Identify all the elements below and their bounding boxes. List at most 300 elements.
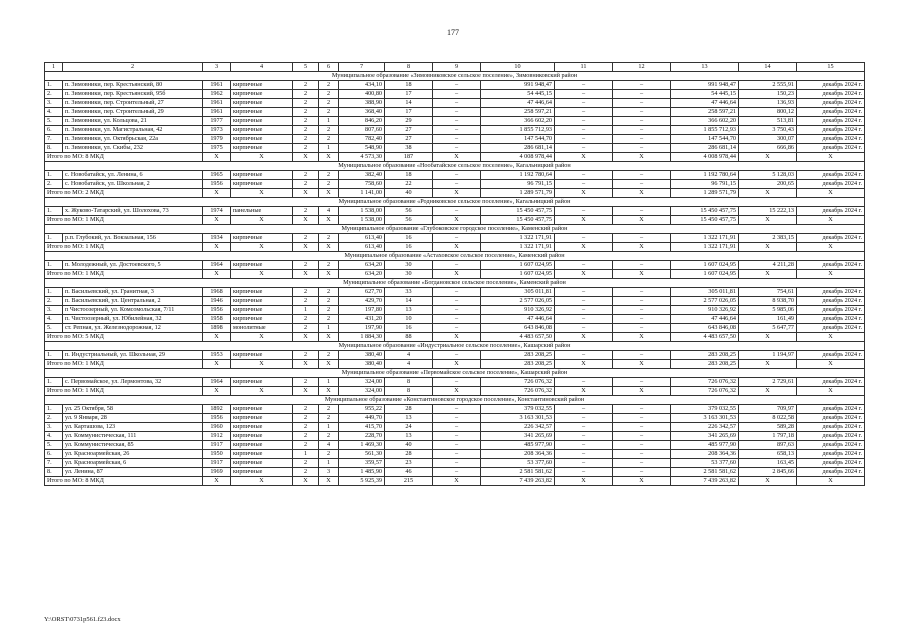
table-cell: 1964 (203, 261, 231, 270)
total-row (45, 153, 865, 162)
section-title-row (45, 342, 865, 351)
table-cell: декабрь 2024 г. (797, 351, 865, 360)
total-cell: 4 (385, 360, 433, 369)
table-cell: 1961 (203, 99, 231, 108)
total-cell: X (231, 477, 293, 486)
table-cell: – (555, 288, 613, 297)
table-cell: декабрь 2024 г. (797, 171, 865, 180)
table-cell: 28 (385, 405, 433, 414)
total-cell: X (555, 216, 613, 225)
table-cell: кирпичные (231, 441, 293, 450)
table-cell: декабрь 2024 г. (797, 315, 865, 324)
total-cell: 215 (385, 477, 433, 486)
table-cell: 2 (293, 315, 319, 324)
table-cell: с. Новобатайск, ул. Ленина, 6 (63, 171, 203, 180)
table-cell: с. Новобатайск, ул. Школьная, 2 (63, 180, 203, 189)
table-cell: 561,30 (339, 450, 385, 459)
table-cell: 3. (45, 306, 63, 315)
total-cell: X (613, 360, 671, 369)
table-cell: ул. Ленина, 87 (63, 468, 203, 477)
total-cell: X (613, 216, 671, 225)
table-cell: 991 948,47 (671, 81, 739, 90)
table-cell: 709,97 (739, 405, 797, 414)
table-cell: 2 (293, 297, 319, 306)
table-cell: 1 192 780,64 (481, 171, 555, 180)
total-cell: X (433, 270, 481, 279)
table-cell: 7. (45, 459, 63, 468)
table-cell: 27 (385, 135, 433, 144)
table-cell: 2 (319, 171, 339, 180)
table-cell: 1 322 171,91 (481, 234, 555, 243)
table-cell: – (555, 90, 613, 99)
total-cell: X (555, 387, 613, 396)
total-cell: X (613, 270, 671, 279)
table-cell: 910 326,92 (481, 306, 555, 315)
table-cell: 429,70 (339, 297, 385, 306)
table-cell: 8 938,70 (739, 297, 797, 306)
total-cell: X (433, 333, 481, 342)
table-cell: – (555, 99, 613, 108)
table-cell: 658,13 (739, 450, 797, 459)
total-cell: X (203, 153, 231, 162)
table-row (45, 450, 865, 459)
table-cell: 643 846,08 (671, 324, 739, 333)
table-cell: 380,40 (339, 351, 385, 360)
table-cell: – (613, 468, 671, 477)
table-cell: п. Чистоозерный, ул. Юбилейная, 32 (63, 315, 203, 324)
total-cell: X (433, 477, 481, 486)
total-cell: X (555, 189, 613, 198)
table-cell: 782,40 (339, 135, 385, 144)
table-cell: 18 (385, 81, 433, 90)
total-cell: X (797, 243, 865, 252)
total-label: Итого по МО: 1 МКД (45, 387, 203, 396)
table-cell: кирпичные (231, 306, 293, 315)
table-cell: – (555, 126, 613, 135)
table-cell: кирпичные (231, 405, 293, 414)
table-cell: 1953 (203, 351, 231, 360)
total-cell: X (739, 387, 797, 396)
total-cell: X (319, 189, 339, 198)
table-cell: 226 342,57 (671, 423, 739, 432)
table-cell: 379 032,55 (671, 405, 739, 414)
table-cell: 2 (319, 450, 339, 459)
table-cell: 1 322 171,91 (671, 234, 739, 243)
table-cell: кирпичные (231, 135, 293, 144)
table-row (45, 414, 865, 423)
table-cell: – (555, 207, 613, 216)
header-cell: 12 (613, 63, 671, 72)
table-cell: 807,60 (339, 126, 385, 135)
total-cell: X (293, 270, 319, 279)
table-cell: 2 (319, 261, 339, 270)
table-cell: 388,90 (339, 99, 385, 108)
table-cell: – (433, 315, 481, 324)
table-cell: 2 581 581,62 (671, 468, 739, 477)
table-cell: 2 (293, 99, 319, 108)
table-cell: с. Первомайское, ул. Лермонтова, 32 (63, 378, 203, 387)
total-cell: 380,40 (339, 360, 385, 369)
table-row (45, 378, 865, 387)
total-label: Итого по МО: 1 МКД (45, 243, 203, 252)
table-cell: кирпичные (231, 99, 293, 108)
table-cell: – (613, 306, 671, 315)
header-cell: 1 (45, 63, 63, 72)
table-cell: 147 544,70 (481, 135, 555, 144)
total-cell: X (293, 216, 319, 225)
header-cell: 15 (797, 63, 865, 72)
table-cell: декабрь 2024 г. (797, 81, 865, 90)
table-cell: 2 (293, 423, 319, 432)
table-cell: 28 (385, 450, 433, 459)
total-cell: X (231, 216, 293, 225)
table-cell: 13 (385, 432, 433, 441)
table-cell: кирпичные (231, 81, 293, 90)
table-cell: – (613, 126, 671, 135)
table-cell: р.п. Глубокий, ул. Вокзальная, 156 (63, 234, 203, 243)
table-cell: 16 (385, 234, 433, 243)
table-cell: – (555, 81, 613, 90)
table-cell: 1 (293, 306, 319, 315)
table-cell: 1 607 024,95 (481, 261, 555, 270)
table-cell: 6. (45, 450, 63, 459)
table-cell: – (613, 261, 671, 270)
total-cell: 15 450 457,75 (481, 216, 555, 225)
table-cell: ул. Карташова, 123 (63, 423, 203, 432)
table-cell: кирпичные (231, 180, 293, 189)
table-cell: 2 (319, 351, 339, 360)
table-cell: 22 (385, 180, 433, 189)
table-cell: 634,20 (339, 261, 385, 270)
table-cell: – (613, 180, 671, 189)
total-cell: 1 607 024,95 (481, 270, 555, 279)
total-cell: X (613, 387, 671, 396)
total-cell: 634,20 (339, 270, 385, 279)
table-cell: 2 (293, 180, 319, 189)
table-cell: 17 (385, 90, 433, 99)
total-label: Итого по МО: 1 МКД (45, 360, 203, 369)
total-cell: 283 208,25 (671, 360, 739, 369)
table-cell: 1969 (203, 468, 231, 477)
table-cell: 1960 (203, 423, 231, 432)
table-cell: 513,81 (739, 117, 797, 126)
table-cell: 2 (319, 405, 339, 414)
total-cell: 283 208,25 (481, 360, 555, 369)
total-cell: X (613, 153, 671, 162)
table-cell: 47 446,64 (481, 315, 555, 324)
table-cell: – (555, 306, 613, 315)
table-cell: 15 222,13 (739, 207, 797, 216)
total-cell: X (797, 477, 865, 486)
table-cell: 4 (385, 351, 433, 360)
table-cell: 3. (45, 99, 63, 108)
table-cell: 2 (293, 459, 319, 468)
table-cell: 2 (293, 234, 319, 243)
table-cell: – (433, 288, 481, 297)
header-cell: 8 (385, 63, 433, 72)
table-cell: 2 (319, 234, 339, 243)
table-cell: кирпичные (231, 261, 293, 270)
table-row (45, 117, 865, 126)
table-cell: 2 (319, 99, 339, 108)
total-cell: 726 076,32 (671, 387, 739, 396)
table-cell: 2. (45, 297, 63, 306)
table-cell: – (433, 135, 481, 144)
table-cell: – (613, 288, 671, 297)
total-cell: X (555, 153, 613, 162)
table-cell: 197,90 (339, 324, 385, 333)
table-row (45, 306, 865, 315)
table-cell: – (555, 423, 613, 432)
table-cell: п. Зимовники, пер. Строительный, 27 (63, 99, 203, 108)
table-cell: 30 (385, 261, 433, 270)
total-cell: 726 076,32 (481, 387, 555, 396)
table-cell: 2 (293, 126, 319, 135)
table-cell: 163,45 (739, 459, 797, 468)
table-cell: – (613, 99, 671, 108)
total-cell: 4 008 978,44 (481, 153, 555, 162)
total-cell: X (739, 333, 797, 342)
total-cell: X (739, 216, 797, 225)
total-label: Итого по МО: 2 МКД (45, 189, 203, 198)
total-cell: 324,00 (339, 387, 385, 396)
table-cell: ст. Репная, ул. Железнодорожная, 12 (63, 324, 203, 333)
table-cell: 382,40 (339, 171, 385, 180)
table-cell: – (555, 468, 613, 477)
total-row (45, 270, 865, 279)
table-cell: – (613, 378, 671, 387)
table-cell: 2 (319, 90, 339, 99)
total-cell: X (555, 243, 613, 252)
table-cell: – (613, 234, 671, 243)
table-cell: 1. (45, 81, 63, 90)
total-cell: X (231, 243, 293, 252)
table-row (45, 423, 865, 432)
table-cell: ул. Красноармейская, 6 (63, 459, 203, 468)
table-cell: 4. (45, 432, 63, 441)
table-cell: 366 602,20 (671, 117, 739, 126)
table-cell: – (555, 432, 613, 441)
table-cell: кирпичные (231, 423, 293, 432)
table-cell: 2 (293, 207, 319, 216)
total-cell: 1 538,00 (339, 216, 385, 225)
table-cell: 726 076,32 (671, 378, 739, 387)
table-cell: 2 (293, 117, 319, 126)
header-row (45, 63, 865, 72)
table-cell: 2 (293, 378, 319, 387)
table-cell: 1. (45, 351, 63, 360)
table-cell: – (433, 441, 481, 450)
total-cell: X (319, 153, 339, 162)
table-cell: панельные (231, 207, 293, 216)
table-cell: 1 855 712,93 (671, 126, 739, 135)
table-cell: 324,00 (339, 378, 385, 387)
table-cell: – (555, 441, 613, 450)
table-cell: декабрь 2024 г. (797, 297, 865, 306)
table-cell: – (613, 324, 671, 333)
table-cell: 2 (319, 315, 339, 324)
table-cell: 3 163 301,53 (671, 414, 739, 423)
table-row (45, 135, 865, 144)
total-cell: X (433, 216, 481, 225)
table-cell: – (613, 144, 671, 153)
table-cell: 758,60 (339, 180, 385, 189)
header-cell: 3 (203, 63, 231, 72)
total-cell: 1 289 571,79 (671, 189, 739, 198)
table-cell: 2. (45, 414, 63, 423)
section-title-row (45, 369, 865, 378)
total-cell: X (797, 216, 865, 225)
table-cell: кирпичные (231, 297, 293, 306)
table-cell: – (433, 378, 481, 387)
table-cell: 2 (319, 180, 339, 189)
section-title: Муниципальное образование «Глубоковское городское поселение», Каменский район (45, 225, 865, 234)
table-cell: 286 681,14 (481, 144, 555, 153)
table-cell: 1 (319, 324, 339, 333)
total-cell: X (739, 270, 797, 279)
table-row (45, 234, 865, 243)
section-title: Муниципальное образование «Богдановское сельское поселение», Каменский район (45, 279, 865, 288)
table-cell: 161,49 (739, 315, 797, 324)
table-cell: 2 (319, 432, 339, 441)
total-cell: X (319, 270, 339, 279)
table-cell: 47 446,64 (671, 99, 739, 108)
total-cell: X (203, 216, 231, 225)
table-cell: декабрь 2024 г. (797, 108, 865, 117)
table-cell: ул. 9 Января, 28 (63, 414, 203, 423)
table-row (45, 441, 865, 450)
table-cell: 2 (319, 288, 339, 297)
table-cell: – (433, 450, 481, 459)
table-cell: – (433, 234, 481, 243)
table-cell: 258 597,21 (671, 108, 739, 117)
table-cell: – (613, 81, 671, 90)
table-cell: 415,70 (339, 423, 385, 432)
table-cell: 1912 (203, 432, 231, 441)
table-cell: 2. (45, 90, 63, 99)
table-cell: кирпичные (231, 117, 293, 126)
table-cell: 754,61 (739, 288, 797, 297)
total-cell: X (613, 477, 671, 486)
table-cell: 2 (293, 414, 319, 423)
table-cell: 305 011,81 (671, 288, 739, 297)
table-cell: – (613, 405, 671, 414)
total-cell: X (555, 270, 613, 279)
table-cell: – (433, 207, 481, 216)
table-cell: 3. (45, 423, 63, 432)
table-row (45, 207, 865, 216)
table-cell: декабрь 2024 г. (797, 90, 865, 99)
table-cell: 1 (319, 378, 339, 387)
total-label: Итого по МО: 8 МКД (45, 477, 203, 486)
table-cell: 5 985,06 (739, 306, 797, 315)
table-cell: 1958 (203, 315, 231, 324)
table-cell: 2 383,15 (739, 234, 797, 243)
table-cell: – (433, 432, 481, 441)
table-cell: – (433, 90, 481, 99)
section-title-row (45, 396, 865, 405)
total-cell: 187 (385, 153, 433, 162)
total-cell: X (293, 333, 319, 342)
page-number: 177 (447, 28, 459, 37)
table-cell: декабрь 2024 г. (797, 468, 865, 477)
table-cell: кирпичные (231, 315, 293, 324)
header-cell: 5 (293, 63, 319, 72)
table-cell: – (555, 234, 613, 243)
table-cell: 1977 (203, 117, 231, 126)
table-cell: – (613, 108, 671, 117)
table-cell: 14 (385, 99, 433, 108)
section-title: Муниципальное образование «Константиновское городское поселение», Константиновский район (45, 396, 865, 405)
table-cell: 13 (385, 306, 433, 315)
table-cell: ул. Коммунистическая, 85 (63, 441, 203, 450)
table-cell: 228,70 (339, 432, 385, 441)
total-cell: X (293, 243, 319, 252)
table-cell: 1. (45, 405, 63, 414)
table-row (45, 405, 865, 414)
total-cell: X (231, 387, 293, 396)
table-cell: 2 (293, 108, 319, 117)
table-cell: декабрь 2024 г. (797, 117, 865, 126)
table-cell: 8. (45, 144, 63, 153)
table-cell: монолитные (231, 324, 293, 333)
table-cell: 4. (45, 108, 63, 117)
total-row (45, 387, 865, 396)
table-cell: – (433, 297, 481, 306)
table-cell: – (433, 324, 481, 333)
total-cell: 30 (385, 270, 433, 279)
table-cell: – (613, 315, 671, 324)
total-cell: 1 141,00 (339, 189, 385, 198)
table-cell: 23 (385, 459, 433, 468)
total-cell: 8 (385, 387, 433, 396)
table-cell: х. Жуково-Татарский, ул. Шолохова, 73 (63, 207, 203, 216)
table-cell: 29 (385, 117, 433, 126)
total-cell: 7 439 263,82 (481, 477, 555, 486)
table-cell: 283 208,25 (671, 351, 739, 360)
table-cell: 1 485,90 (339, 468, 385, 477)
table-cell: п. Зимовники, ул. Кольцова, 21 (63, 117, 203, 126)
table-cell: – (433, 117, 481, 126)
table-row (45, 99, 865, 108)
table-cell: 485 977,90 (671, 441, 739, 450)
section-title: Муниципальное образование «Индустриальное сельское поселение», Кашарский район (45, 342, 865, 351)
table-cell: 366 602,20 (481, 117, 555, 126)
table-cell: 1. (45, 288, 63, 297)
table-cell: 5. (45, 117, 63, 126)
table-row (45, 297, 865, 306)
table-cell: декабрь 2024 г. (797, 378, 865, 387)
table-cell: декабрь 2024 г. (797, 432, 865, 441)
total-cell: X (797, 360, 865, 369)
table-cell: 1979 (203, 135, 231, 144)
total-row (45, 360, 865, 369)
table-cell: 449,70 (339, 414, 385, 423)
table-cell: 24 (385, 423, 433, 432)
table-cell: 17 (385, 108, 433, 117)
table-row (45, 468, 865, 477)
table-cell: 2 729,61 (739, 378, 797, 387)
table-cell: – (555, 171, 613, 180)
table-cell: – (613, 432, 671, 441)
table-cell: 1. (45, 207, 63, 216)
table-row (45, 324, 865, 333)
table-cell: 3 750,43 (739, 126, 797, 135)
table-cell: 286 681,14 (671, 144, 739, 153)
table-cell: 3 163 301,53 (481, 414, 555, 423)
table-cell: 1961 (203, 108, 231, 117)
table-cell: 96 791,15 (481, 180, 555, 189)
